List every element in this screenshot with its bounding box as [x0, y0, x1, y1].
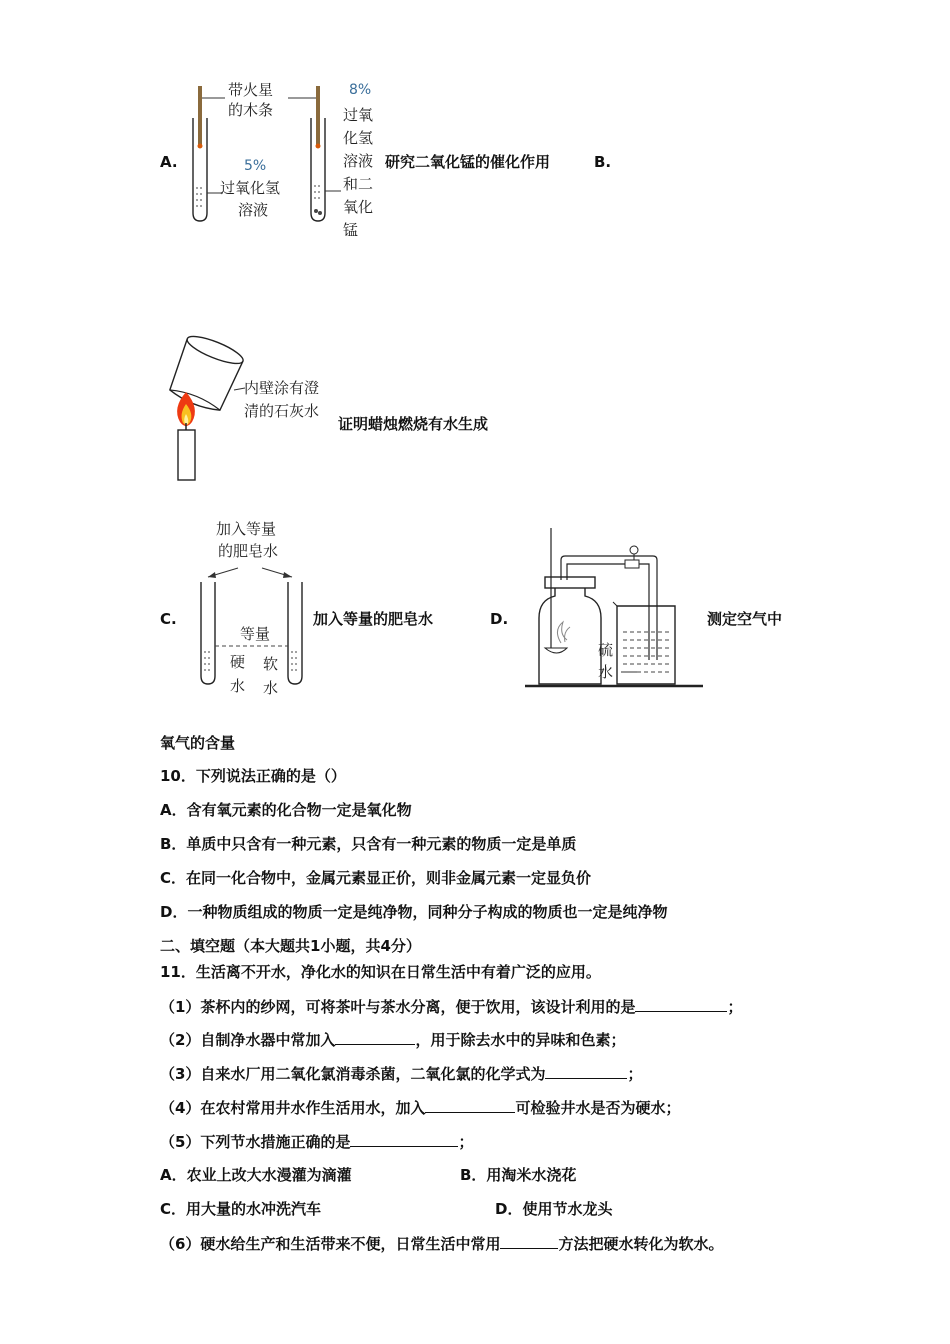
answer-blank-4[interactable]	[425, 1097, 515, 1113]
option-a-label: A.	[160, 153, 178, 171]
answer-blank-6[interactable]	[500, 1233, 558, 1249]
option-a-caption: 研究二氧化锰的催化作用	[385, 153, 551, 171]
option-d-label: D.	[490, 610, 509, 628]
concentration-left: 5%	[244, 158, 267, 174]
solution-left-line2: 溶液	[238, 201, 269, 219]
question-11-part-5: （5）下列节水措施正确的是 ；	[160, 1133, 474, 1151]
soft-water-label-2: 水	[263, 679, 279, 697]
option-b-caption: 证明蜡烛燃烧有水生成	[338, 415, 489, 433]
solution-left-line1: 过氧化氢	[220, 179, 281, 197]
sulfur-label: 硫	[598, 641, 614, 659]
option-c-caption: 加入等量的肥皂水	[313, 610, 434, 628]
question-11-stem: 11．生活离不开水，净化水的知识在日常生活中有着广泛的应用。	[160, 963, 601, 981]
option-b-label: B.	[594, 153, 612, 171]
hard-water-label-2: 水	[230, 677, 246, 695]
concentration-right: 8%	[349, 82, 372, 98]
option-d-caption: 测定空气中	[707, 610, 783, 628]
beaker-note-line2: 清的石灰水	[244, 402, 320, 420]
question-10-option-d: D．一种物质组成的物质一定是纯净物，同种分子构成的物质也一定是纯净物	[160, 903, 668, 921]
option-c-label: C.	[160, 610, 177, 628]
question-11-part-4: （4）在农村常用井水作生活用水，加入 可检验井水是否为硬水；	[160, 1099, 681, 1117]
question-11-option-b: B．用淘米水浇花	[460, 1166, 577, 1184]
question-11-option-d: D．使用节水龙头	[495, 1200, 613, 1218]
answer-blank-2[interactable]	[335, 1029, 415, 1045]
section-2-heading: 二、填空题（本大题共1小题，共4分）	[160, 937, 421, 955]
answer-blank-1[interactable]	[635, 996, 727, 1012]
answer-blank-5[interactable]	[350, 1131, 458, 1147]
question-11-part-6: （6）硬水给生产和生活带来不便，日常生活中常用 方法把硬水转化为软水。	[160, 1235, 724, 1253]
water-label: 水	[598, 663, 614, 681]
equal-level-label: 等量	[240, 625, 271, 643]
hard-water-label-1: 硬	[230, 653, 246, 671]
figure-d-apparatus	[525, 520, 705, 692]
splint-label-line2: 的木条	[228, 101, 274, 119]
question-11-part-1: （1）茶杯内的纱网，可将茶叶与茶水分离，便于饮用，该设计利用的是 ；	[160, 998, 743, 1016]
question-10-option-c: C．在同一化合物中，金属元素显正价，则非金属元素一定显负价	[160, 869, 592, 887]
beaker-note-line1: 内壁涂有澄	[244, 379, 320, 397]
question-11-option-a: A．农业上改大水漫灌为滴灌	[160, 1166, 352, 1184]
question-10-stem: 10．下列说法正确的是（）	[160, 767, 346, 785]
question-10-option-b: B．单质中只含有一种元素，只含有一种元素的物质一定是单质	[160, 835, 577, 853]
solution-right-vertical: 过氧 化氢 溶液 和二 氧化 锰	[343, 106, 374, 239]
answer-blank-3[interactable]	[545, 1063, 627, 1079]
soap-note-line1: 加入等量	[216, 520, 277, 538]
soap-note-line2: 的肥皂水	[218, 542, 279, 560]
splint-label-line1: 带火星	[228, 81, 274, 99]
option-d-caption-continued: 氧气的含量	[160, 734, 236, 752]
question-10-option-a: A．含有氧元素的化合物一定是氧化物	[160, 801, 412, 819]
question-11-part-3: （3）自来水厂用二氧化氯消毒杀菌，二氧化氯的化学式为 ；	[160, 1065, 643, 1083]
figure-b-candle-beaker	[150, 330, 250, 485]
soft-water-label-1: 软	[263, 655, 279, 673]
question-11-option-c: C．用大量的水冲洗汽车	[160, 1200, 322, 1218]
question-11-part-2: （2）自制净水器中常加入 ，用于除去水中的异味和色素；	[160, 1031, 626, 1049]
